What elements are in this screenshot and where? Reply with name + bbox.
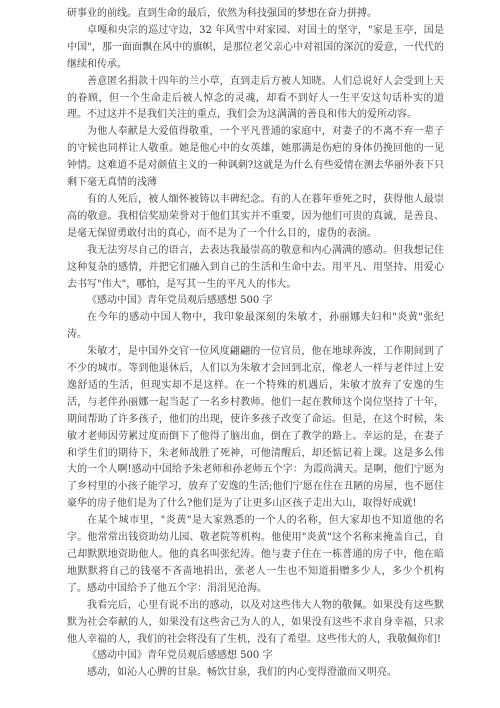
paragraph-honor: 有的人死后，被人缅怀被铸以丰碑纪念。有的人在暮年垂死之时，获得他人最崇高的敬意。我相信奖励荣誉对于他们其实并不重要，因为他们可贵的真诚，是善良、是毫无保留勇敢付出的真心，而不是为了一个什么目的，虚伪的表演。 [67, 193, 444, 239]
section-heading: 《感动中国》青年党员观后感感想 500 字 [87, 295, 273, 307]
paragraph-continuation: 研事业的前线。直到生命的最后，依然为科技强国的梦想在奋力拼搏。 [67, 8, 377, 19]
paragraph-opening: 感动，如沁人心脾的甘泉。畅饮甘泉，我们的内心变得澄澈而又明亮。 [87, 667, 397, 679]
paragraph-intro: 在今年的感动中国人物中，我印象最深刻的朱敏才，孙丽娜夫妇和"炎黄"张纪涛。 [67, 312, 444, 341]
paragraph-zhu-mincai: 朱敏才，是中国外交官一位风度翩翩的一位官员，他在地球奔波，工作期间到了不少的城市。等到他退休后，人们以为朱敏才会回到北京，像老人一样与老伴过上安逸舒适的生活，但现实却不是这样。在一个特殊的机遇后，朱敏才放弃了安逸的生活，与老伴孙丽娜一起当起了一名乡村教师。他们一起在教师这个岗位坚持了十年，期间帮助了许多孩子，他们的出现，使许多孩子改变了命运。但是，在这个时候，朱敏才老师因劳累过度而倒下了他得了脑出血，倒在了教学的路上。幸运的是，在妻子和学生们的期待下，朱老师战胜了死神，可他清醒后，却还惦记着上课。这是多么伟大的一个人啊!感动中国给予朱老师和孙老师五个字：为霞尚满天。是啊，他们宁愿为了乡村里的小孩子能学习，放弃了安逸的生活;他们宁愿在住在丑陋的房屋，也不愿住豪华的房子他们是为了什么?他们是为了让更多山区孩子走出大山，取得好成就! [67, 346, 444, 510]
paragraph-conclusion: 我看完后，心里有说不出的感动，以及对这些伟大人物的敬佩。如果没有这些默默为社会奉献的人，如果没有这些舍己为人的人，如果没有这些不求自身幸福，只求他人幸福的人，我们的社会将没有了生机，没有了希望。这些伟大的人，我敬佩你们! [67, 599, 444, 645]
paragraph-reflection: 我无法穷尽自己的语言，去表达我最崇高的敬意和内心满满的感动。但我想记住这种复杂的感情，并把它们融入到自己的生活和生命中去。用平凡、用坚持、用爱心去书写"伟大"，哪怕，是写其一生的平凡人的伟大。 [67, 244, 444, 290]
section-heading: 《感动中国》青年党员观后感感想 500 字 [87, 650, 273, 662]
paragraph-devotion: 为他人奉献是大爱值得敬重，一个平凡普通的家庭中，对妻子的不离不弃一辈子的守候也同样让人敬重。她是他心中的女英雄，她那满是伤疤的身体仍挽回他的一见钟情。这难道不是对颜值主义的一种讽刺?这就是为什么有些爱情在测去华丽外表下只剩下毫无真情的浅薄 [67, 126, 444, 189]
paragraph-lan-xiaocao: 善意匿名捐款十四年的兰小草，直到走后方被人知晓。人们总说好人会受到上天的眷顾，但一个生命走后被人悼念的灵魂，却看不到好人一生平安这句话朴实的道理。不过这并不是我们关注的重点，我们会为这满满的善良和伟大的爱所动容。 [67, 75, 444, 121]
paragraph-yanhuang: 在某个城市里，"炎黄"是大家熟悉的一个人的名称，但大家却也不知道他的名字。他常常出钱资助幼儿园、敬老院等机构。他使用"炎黄"这个名称来掩盖自己，自己却默默地资助他人。他的真名叫张纪涛。他与妻子住在一栋普通的房子中，他在暗地默默将自己的钱毫不吝啬地捐出，张老人一生也不知道捐赠多少人，多少个机构了。感动中国给予了他五个字：涓涓见沧海。 [67, 515, 444, 594]
paragraph-border-guards: 卓嘎和央宗的巡过守边，32 年风雪中对家园、对国土的坚守，"家是玉亭，国是中国"，那一面面飘在风中的旗帜，是那位老父亲心中对祖国的深沉的爱意，一代代的继续和传承。 [67, 24, 444, 70]
